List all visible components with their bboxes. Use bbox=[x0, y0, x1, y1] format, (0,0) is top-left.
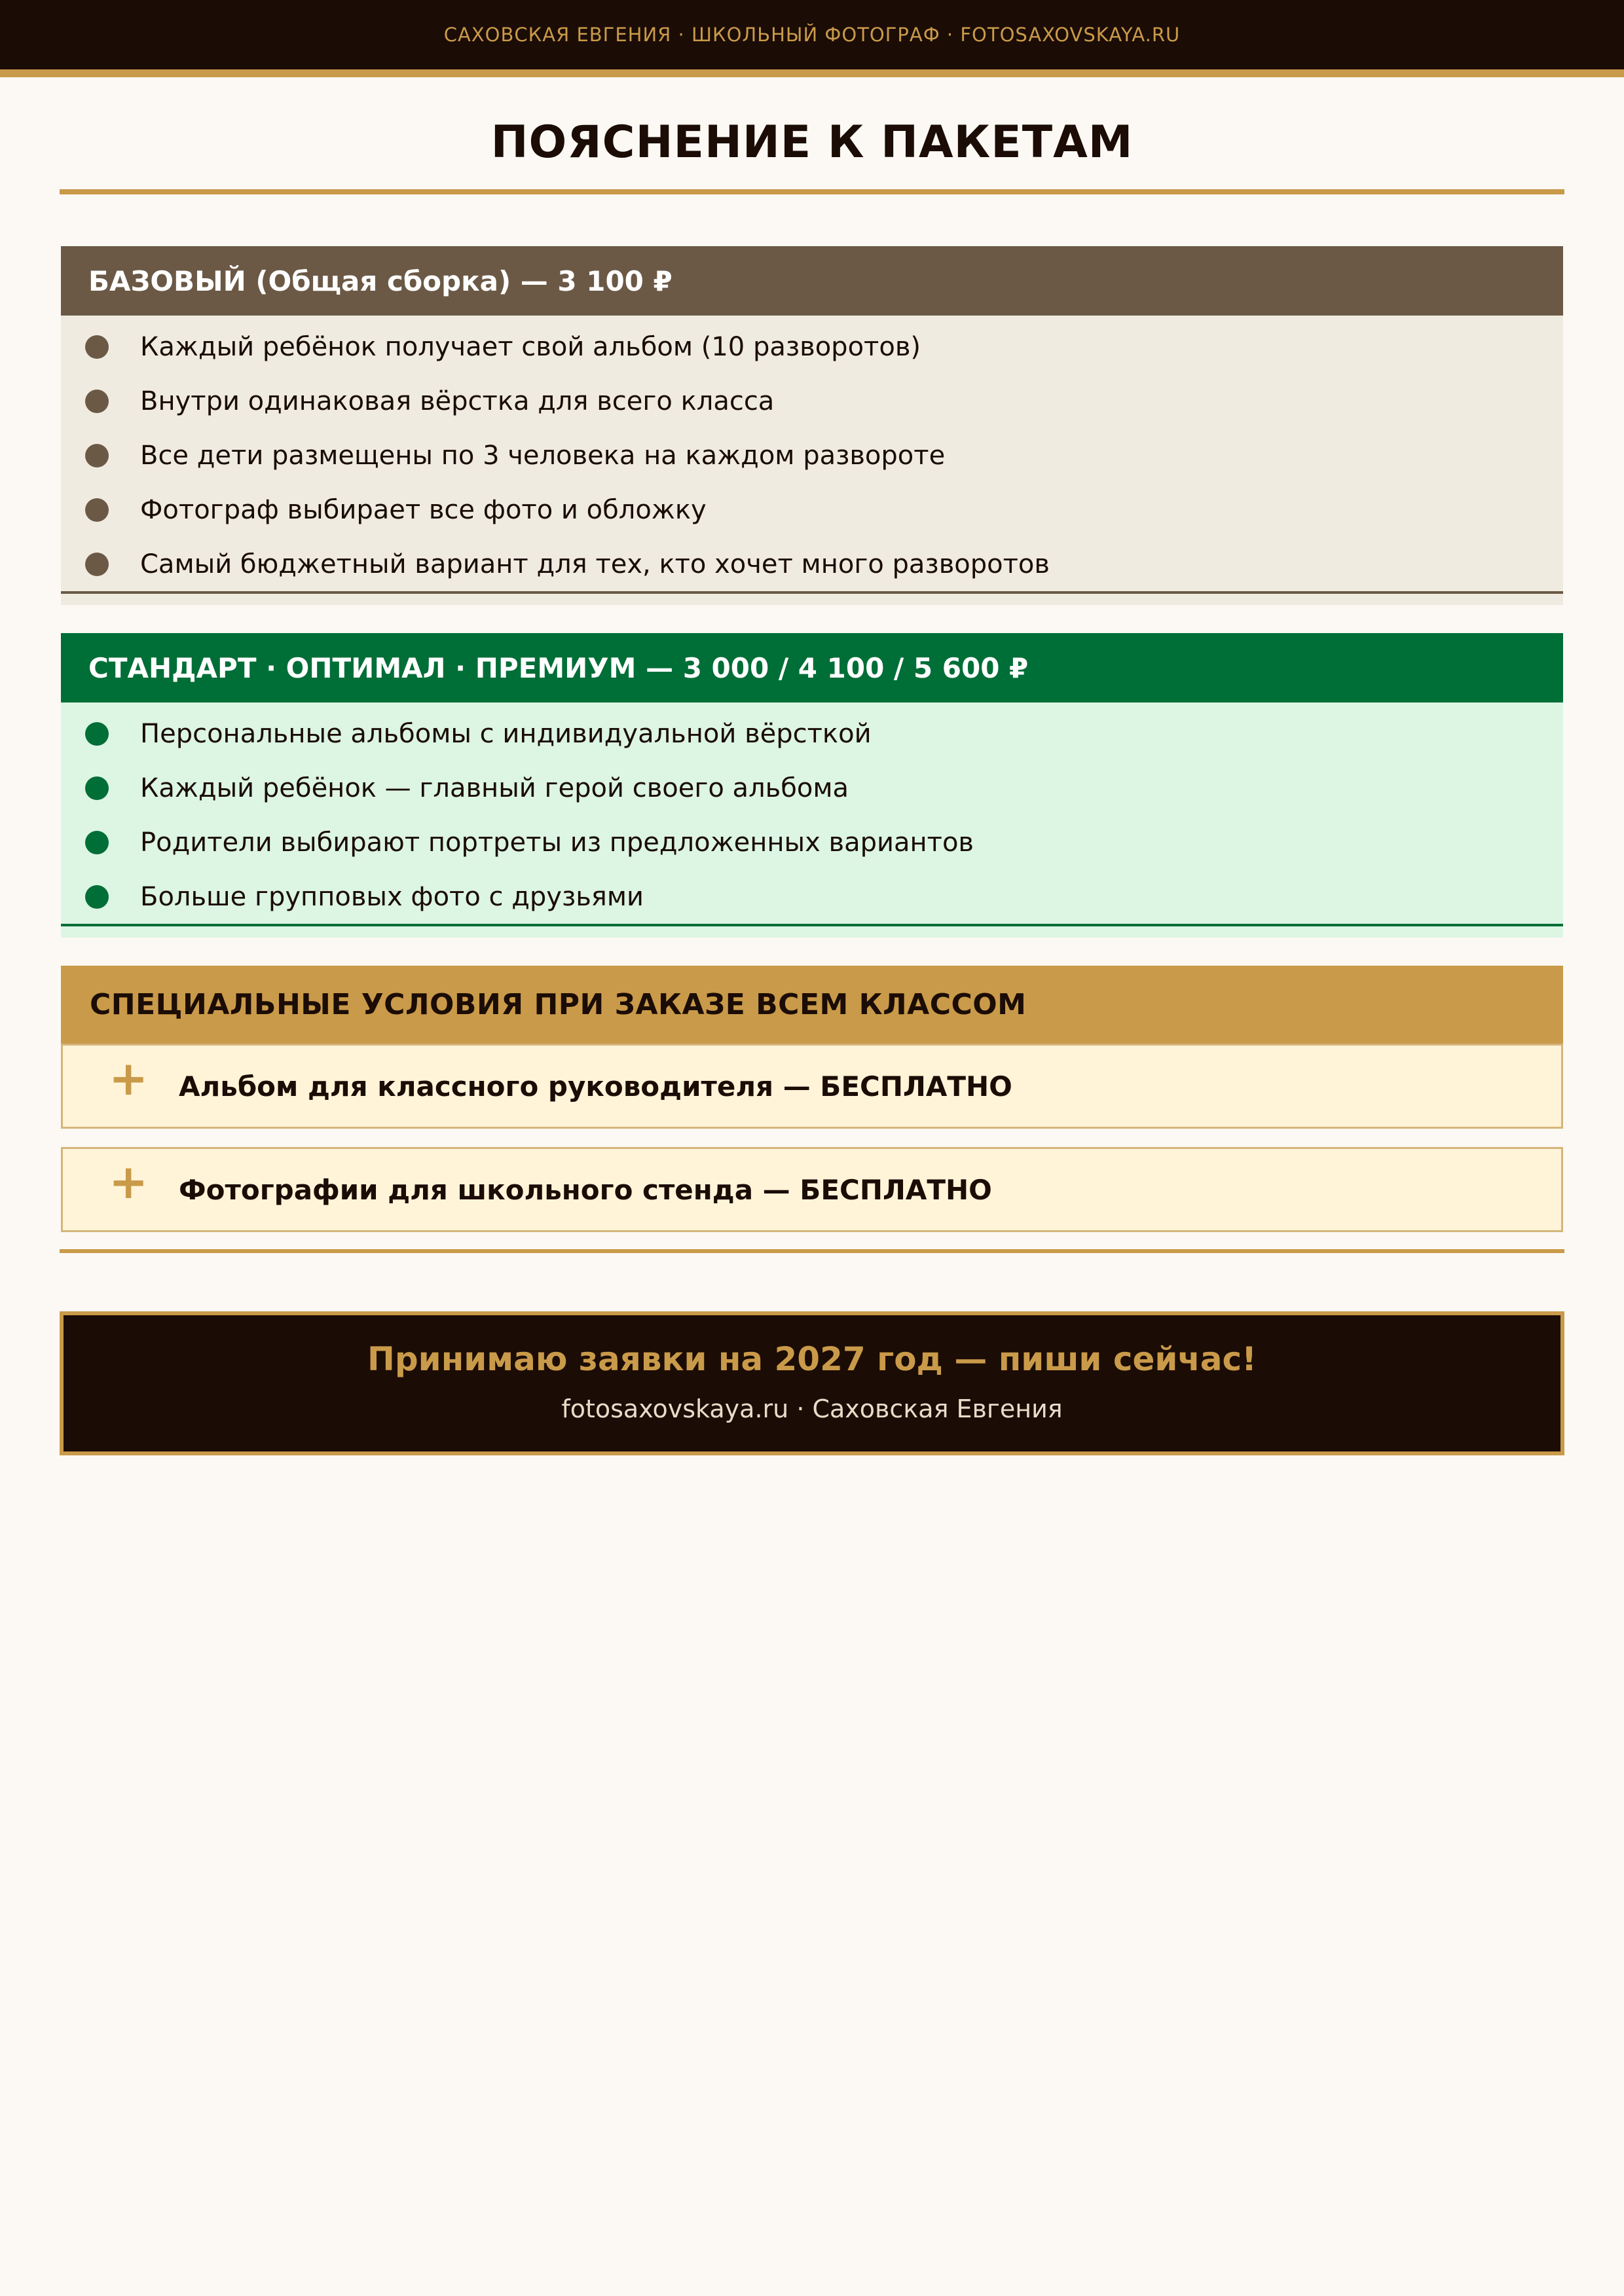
top-banner bbox=[0, 0, 1624, 77]
special-divider bbox=[60, 1249, 1564, 1253]
title-divider bbox=[60, 189, 1564, 194]
special-conditions-title: СПЕЦИАЛЬНЫЕ УСЛОВИЯ ПРИ ЗАКАЗЕ ВСЕМ КЛАССОМ bbox=[90, 988, 1027, 1021]
offer-text: Фотографии для школьного стенда — БЕСПЛАТНО bbox=[179, 1173, 992, 1206]
list-item-text: Все дети размещены по 3 человека на каждом развороте bbox=[140, 440, 946, 471]
package-standard bbox=[61, 633, 1563, 938]
special-conditions-header bbox=[61, 966, 1563, 1044]
list-item bbox=[61, 706, 1563, 761]
bullet-icon bbox=[85, 722, 109, 746]
list-item-text: Самый бюджетный вариант для тех, кто хочет много разворотов bbox=[140, 549, 1050, 579]
bullet-icon bbox=[85, 335, 109, 359]
bullet-icon bbox=[85, 390, 109, 413]
page-title: ПОЯСНЕНИЕ К ПАКЕТАМ bbox=[490, 117, 1134, 168]
list-item-text: Внутри одинаковая вёрстка для всего класса bbox=[140, 386, 775, 416]
cta-subtitle: fotosaxovskaya.ru · Саховская Евгения bbox=[561, 1394, 1063, 1423]
list-item-text: Каждый ребёнок — главный герой своего альбома bbox=[140, 773, 849, 803]
list-item bbox=[61, 483, 1563, 537]
bullet-icon bbox=[85, 776, 109, 800]
package-basic-title: БАЗОВЫЙ (Общая сборка) — 3 100 ₽ bbox=[88, 264, 673, 297]
package-standard-list bbox=[61, 702, 1563, 924]
package-standard-header bbox=[61, 633, 1563, 702]
list-item-text: Персональные альбомы с индивидуальной вёрсткой bbox=[140, 718, 872, 749]
plus-icon: + bbox=[109, 1051, 149, 1106]
offer-text: Альбом для классного руководителя — БЕСПЛАТНО bbox=[179, 1070, 1012, 1102]
list-item bbox=[61, 761, 1563, 815]
offer-school-stand bbox=[61, 1147, 1563, 1232]
package-basic-header bbox=[61, 246, 1563, 316]
header-tagline: САХОВСКАЯ ЕВГЕНИЯ · ШКОЛЬНЫЙ ФОТОГРАФ · FOTOSAXOVSKAYA.RU bbox=[443, 24, 1181, 46]
cta-title: Принимаю заявки на 2027 год — пиши сейчас! bbox=[367, 1340, 1257, 1378]
package-standard-footer bbox=[61, 926, 1563, 938]
list-item bbox=[61, 319, 1563, 374]
list-item bbox=[61, 869, 1563, 924]
plus-icon: + bbox=[109, 1154, 149, 1209]
bullet-icon bbox=[85, 885, 109, 909]
offer-teacher-album bbox=[61, 1044, 1563, 1129]
bullet-icon bbox=[85, 553, 109, 576]
bullet-icon bbox=[85, 444, 109, 467]
bullet-icon bbox=[85, 831, 109, 854]
package-basic bbox=[61, 246, 1563, 605]
list-item-text: Фотограф выбирает все фото и обложку bbox=[140, 494, 707, 525]
package-basic-list bbox=[61, 316, 1563, 591]
list-item bbox=[61, 374, 1563, 428]
list-item bbox=[61, 537, 1563, 591]
list-item-text: Родители выбирают портреты из предложенных вариантов bbox=[140, 827, 974, 858]
list-item bbox=[61, 815, 1563, 869]
package-standard-title: СТАНДАРТ · ОПТИМАЛ · ПРЕМИУМ — 3 000 / 4 100 / 5 600 ₽ bbox=[88, 651, 1029, 684]
bullet-icon bbox=[85, 498, 109, 522]
list-item bbox=[61, 428, 1563, 483]
list-item-text: Больше групповых фото с друзьями bbox=[140, 881, 644, 912]
list-item-text: Каждый ребёнок получает свой альбом (10 разворотов) bbox=[140, 331, 921, 362]
package-basic-footer bbox=[61, 594, 1563, 605]
cta-banner bbox=[60, 1311, 1564, 1455]
